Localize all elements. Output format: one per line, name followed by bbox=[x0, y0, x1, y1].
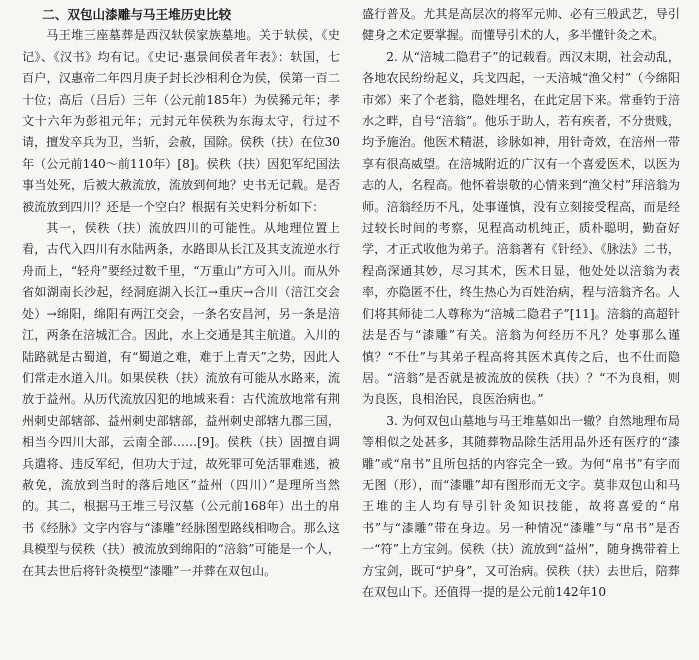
paragraph-tomb-comparison: 3. 为何双包山墓地与马王堆墓如出一辙？自然地理布局等相似之处甚多，其随葬物品除生活用品外还有医疗的“漆雕”或“帛书”且所包括的内容完全一致。为何“帛书”有字而无图（形），而“漆雕”却有图形而无文字。莫非双包山和马王堆的主人均有导引针灸知识技能，故将喜爱的“帛书”与“漆雕”带在身边。另一种情况“漆雕”与“帛书”是否一“符”上方宝剑。侯秩（扶）流放到“益州”，随身携带着上方宝剑，既可“护身”，又可治病。侯秩（扶）去世后，陪葬在双包山下。还值得一提的是公元前142年10 bbox=[362, 413, 680, 599]
paragraph-continued: 盛行普及。尤其是高层次的将军元帅、必有三般武艺，导引健身之术定要掌握。而懂导引术的人，多半懂针灸之术。 bbox=[362, 7, 680, 43]
right-column bbox=[362, 4, 680, 603]
left-column bbox=[22, 4, 340, 582]
paragraph-fuweng-record: 2. 从“涪城二隐君子”的记载看。西汉末期，社会动乱，各地农民纷纷起义，兵戈四起，一天涪城“渔父村”（今绵阳市郊）来了个老翁，隐姓埋名，在此定居下来。常垂钓于涪水之畔，自号“涪翁”。他乐于助人，若有疾者，不分贵贱，均予施治。他医术精湛，诊脉如神，用针奇效，在涪州一带享有很高威望。在涪城附近的广汉有一个喜爱医术，以医为志的人，名程高。他怀着崇敬的心情来到“渔父村”拜涪翁为师。涪翁经历不凡，处事谨慎，没有立刻接受程高，而是经过较长时间的考察，见程高动机纯正，质朴聪明，勤奋好学，才正式收他为弟子。涪翁著有《针经》、《脉法》二书，程高深通其妙，尽习其术，医术日显，他处处以涪翁为表率，亦隐匿不仕，终生热心为百姓治病，程与涪翁齐名。人们将其师徒二人尊称为“涪城二隐君子”[11]。涪翁的高超针法是否与“漆雕”有关。涪翁为何经历不凡？处事那么谨慎？“不仕”与其弟子程高将其医术真传之后，也不仕而隐居。“涪翁”是否就是被流放的侯秩（扶）？“不为良相，则为良医，良相治民，良医治病也。” bbox=[362, 49, 680, 407]
paragraph-exile-possibility: 其一，侯秩（扶）流放四川的可能性。从地理位置上看，古代入四川有水陆两条，水路即从长江及其支流逆水行舟而上，“轻舟”要经过数千里，“万重山”方可入川。而从外省如湖南长沙起，经洞庭湖入长江→重庆→合川（涪江交会处）→绵阳，绵阳有两江交会，一条名安昌河，另一条是涪江，两条在涪城汇合。因此，水上交通是其主航道。入川的陆路就是古蜀道，有“蜀道之难，难于上青天”之势，因此人们常走水道入川。如果侯秩（扶）流放有可能从水路来，流放于益州。从历代流放囚犯的地域来看：古代流放地常有荆州刺史部辖部、益州刺史部辖部，益州刺史部辖九郡三国，相当今四川大部，云南全部……[9]。侯秩（扶）固擅自调兵遣将、违反军纪，但功大于过，故死罪可免活罪难逃，被赦免，流放到当时的落后地区“益州（四川）”是理所当然的。其二，根据马王堆三号汉墓（公元前168年）出土的帛书《经脉》文字内容与“漆雕”经脉图型路线相吻合。那么这具模型与侯秩（扶）被流放到绵阳的“涪翁”可能是一个人，在其去世后将针灸模型“漆雕”一并葬在双包山。 bbox=[22, 221, 340, 578]
paragraph-tomb-history: 马王堆三座墓葬是西汉轪侯家族墓地。关于轪侯，《史记》、《汉书》均有记。《史记·惠景间侯者年表》：轪国，七百户，汉惠帝二年四月庚子封长沙相利仓为侯，侯第一百二十位；高后（吕后）三年（公元前185年）为侯豨元年；孝文十六年为彭祖元年；元封元年侯秩为东海太守，行过不请，擅发卒兵为卫，当斩，会赦，国除。侯秩（扶）在位30年（公元前140～前110年）[8]。侯秩（扶）因犯军纪国法事当处死，后被大赦流放，流放到何地？史书无记载。是否被流放到四川？还是一个空白？根据有关史料分析如下： bbox=[22, 28, 340, 214]
section-heading: 二、双包山漆雕与马王堆历史比较 bbox=[42, 7, 232, 22]
